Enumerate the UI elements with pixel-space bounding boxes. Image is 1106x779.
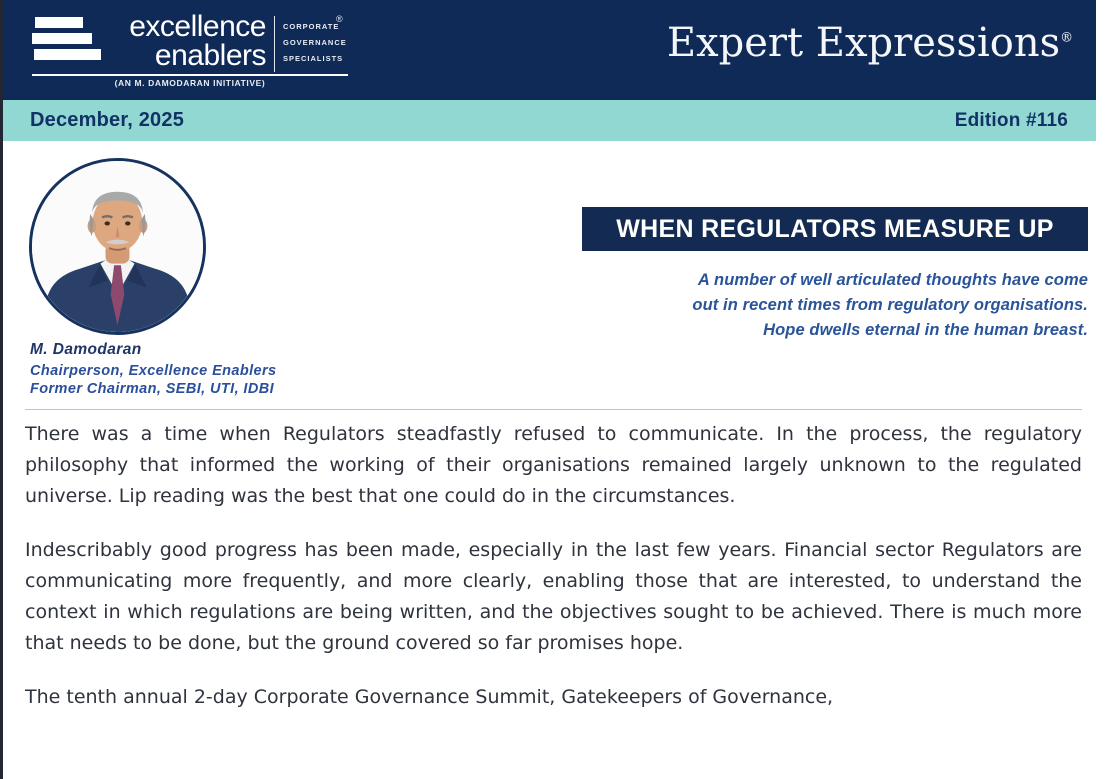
issue-date: December, 2025 [30,109,185,131]
issue-bar [0,100,1096,141]
author-photo [29,158,206,335]
author-role-1: Chairperson, Excellence Enablers [30,363,277,379]
author-portrait-illustration [32,161,203,332]
edition-number: Edition #116 [954,109,1068,131]
paragraph-1: There was a time when Regulators steadfastly refused to communicate. In the process, the regulatory philosophy that informed the working of their organisations remained largely unknown to the regulated universe. Lip reading was the best that one could do in the circumstances. [25,423,1082,507]
author-caption [30,341,450,398]
standfirst-line3: Hope dwells eternal in the human breast. [763,321,1088,339]
newsletter-title: Expert Expressions® [666,20,1074,66]
logo-word-line2: enablers [154,39,266,72]
logo-divider [274,16,275,72]
logo-word-line1: excellence [129,10,266,43]
paragraph-2: Indescribably good progress has been made, especially in the last few years. Financial sector Regulators are communicating more frequently, and more clearly, enabling those that are interested, to understand the context in which regulations are being written, and the objectives sought to be achieved. There is much more that needs to be done, but the ground covered so far promises hope. [25,539,1082,654]
logo-subtitle: (AN M. DAMODARAN INITIATIVE) [114,78,266,88]
article-headline: WHEN REGULATORS MEASURE UP [582,207,1088,251]
logo-tagline [283,19,353,67]
author-role-2: Former Chairman, SEBI, UTI, IDBI [30,381,275,397]
logo-underline [32,74,348,76]
author-name: M. Damodaran [30,341,142,358]
tagline-line1: CORPORATE [283,22,340,31]
standfirst-line1: A number of well articulated thoughts have come [697,271,1088,289]
masthead [0,0,1096,100]
excellence-enablers-logo [30,12,360,90]
page-left-border [0,0,3,779]
section-divider [25,409,1082,410]
article-body [25,419,1082,736]
standfirst-line2: out in recent times from regulatory organisations. [692,296,1088,314]
article-standfirst [568,268,1088,343]
tagline-line2: GOVERNANCE [283,38,347,47]
logo-wordmark [90,12,266,70]
registered-trademark-icon: ® [336,14,343,24]
title-registered-icon: ® [1060,30,1074,46]
paragraph-3: The tenth annual 2-day Corporate Governance Summit, Gatekeepers of Governance, [25,686,834,708]
tagline-line3: SPECIALISTS [283,54,344,63]
